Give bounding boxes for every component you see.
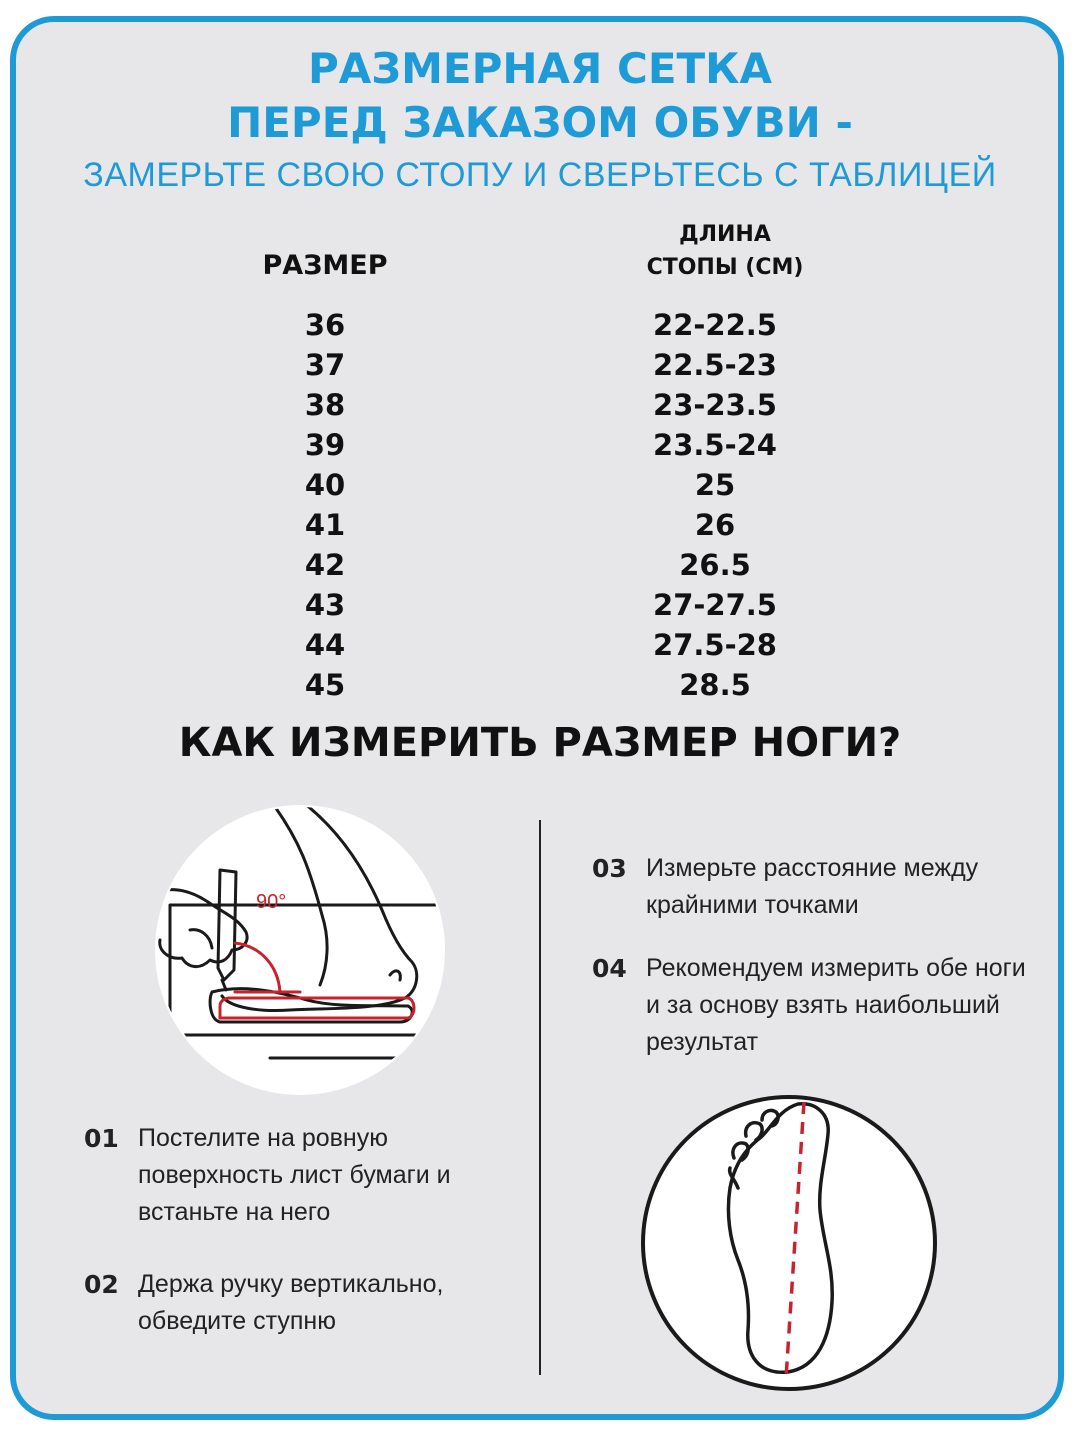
table-row (0, 626, 1080, 666)
length-cell: 22-22.5 (653, 308, 777, 342)
length-cell: 26.5 (679, 548, 751, 582)
how-to-measure-heading: КАК ИЗМЕРИТЬ РАЗМЕР НОГИ? (178, 720, 902, 766)
length-cell: 23.5-24 (653, 428, 777, 462)
column-header-size: РАЗМЕР (262, 250, 388, 281)
length-cell: 23-23.5 (653, 388, 777, 422)
size-cell: 44 (304, 628, 346, 662)
angle-label: 90° (256, 891, 287, 913)
size-cell: 39 (304, 428, 346, 462)
length-cell: 22.5-23 (653, 348, 777, 382)
footprint-illustration (638, 1092, 940, 1394)
table-row (0, 386, 1080, 426)
step-text: Рекомендуем измерить обе ноги и за основу взять наибольший результат (646, 954, 1026, 1056)
table-row (0, 466, 1080, 506)
length-cell: 26 (694, 508, 736, 542)
size-cell: 45 (304, 668, 346, 702)
foot-tracing-illustration (150, 800, 450, 1100)
page-title: РАЗМЕРНАЯ СЕТКА (307, 44, 772, 93)
page-instruction: ЗАМЕРЬТЕ СВОЮ СТОПУ И СВЕРЬТЕСЬ С ТАБЛИЦЕЙ (83, 156, 997, 194)
length-cell: 27-27.5 (653, 588, 777, 622)
page-subtitle: ПЕРЕД ЗАКАЗОМ ОБУВИ - (227, 98, 853, 147)
length-cell: 27.5-28 (653, 628, 777, 662)
step-number: 02 (84, 1270, 119, 1299)
step-number: 01 (84, 1124, 119, 1153)
size-cell: 38 (304, 388, 346, 422)
size-cell: 41 (304, 508, 346, 542)
size-table (0, 306, 1080, 706)
size-cell: 37 (304, 348, 346, 382)
table-row (0, 426, 1080, 466)
step-text: Держа ручку вертикально, обведите ступню (138, 1270, 444, 1335)
length-cell: 25 (694, 468, 736, 502)
step-number: 03 (592, 854, 627, 883)
column-divider (539, 820, 541, 1375)
size-cell: 42 (304, 548, 346, 582)
table-row (0, 346, 1080, 386)
column-header-length (620, 218, 830, 284)
size-cell: 43 (304, 588, 346, 622)
column-header-length-line1: ДЛИНА (679, 222, 771, 247)
table-row (0, 546, 1080, 586)
step-number: 04 (592, 954, 627, 983)
size-cell: 36 (304, 308, 346, 342)
table-row (0, 666, 1080, 706)
table-row (0, 506, 1080, 546)
table-row (0, 586, 1080, 626)
column-header-length-line2: СТОПЫ (СМ) (646, 255, 804, 280)
length-cell: 28.5 (679, 668, 751, 702)
step-text: Постелите на ровную поверхность лист бумаги и встаньте на него (138, 1124, 451, 1226)
step-text: Измерьте расстояние между крайними точками (646, 854, 979, 919)
table-row (0, 306, 1080, 346)
size-cell: 40 (304, 468, 346, 502)
